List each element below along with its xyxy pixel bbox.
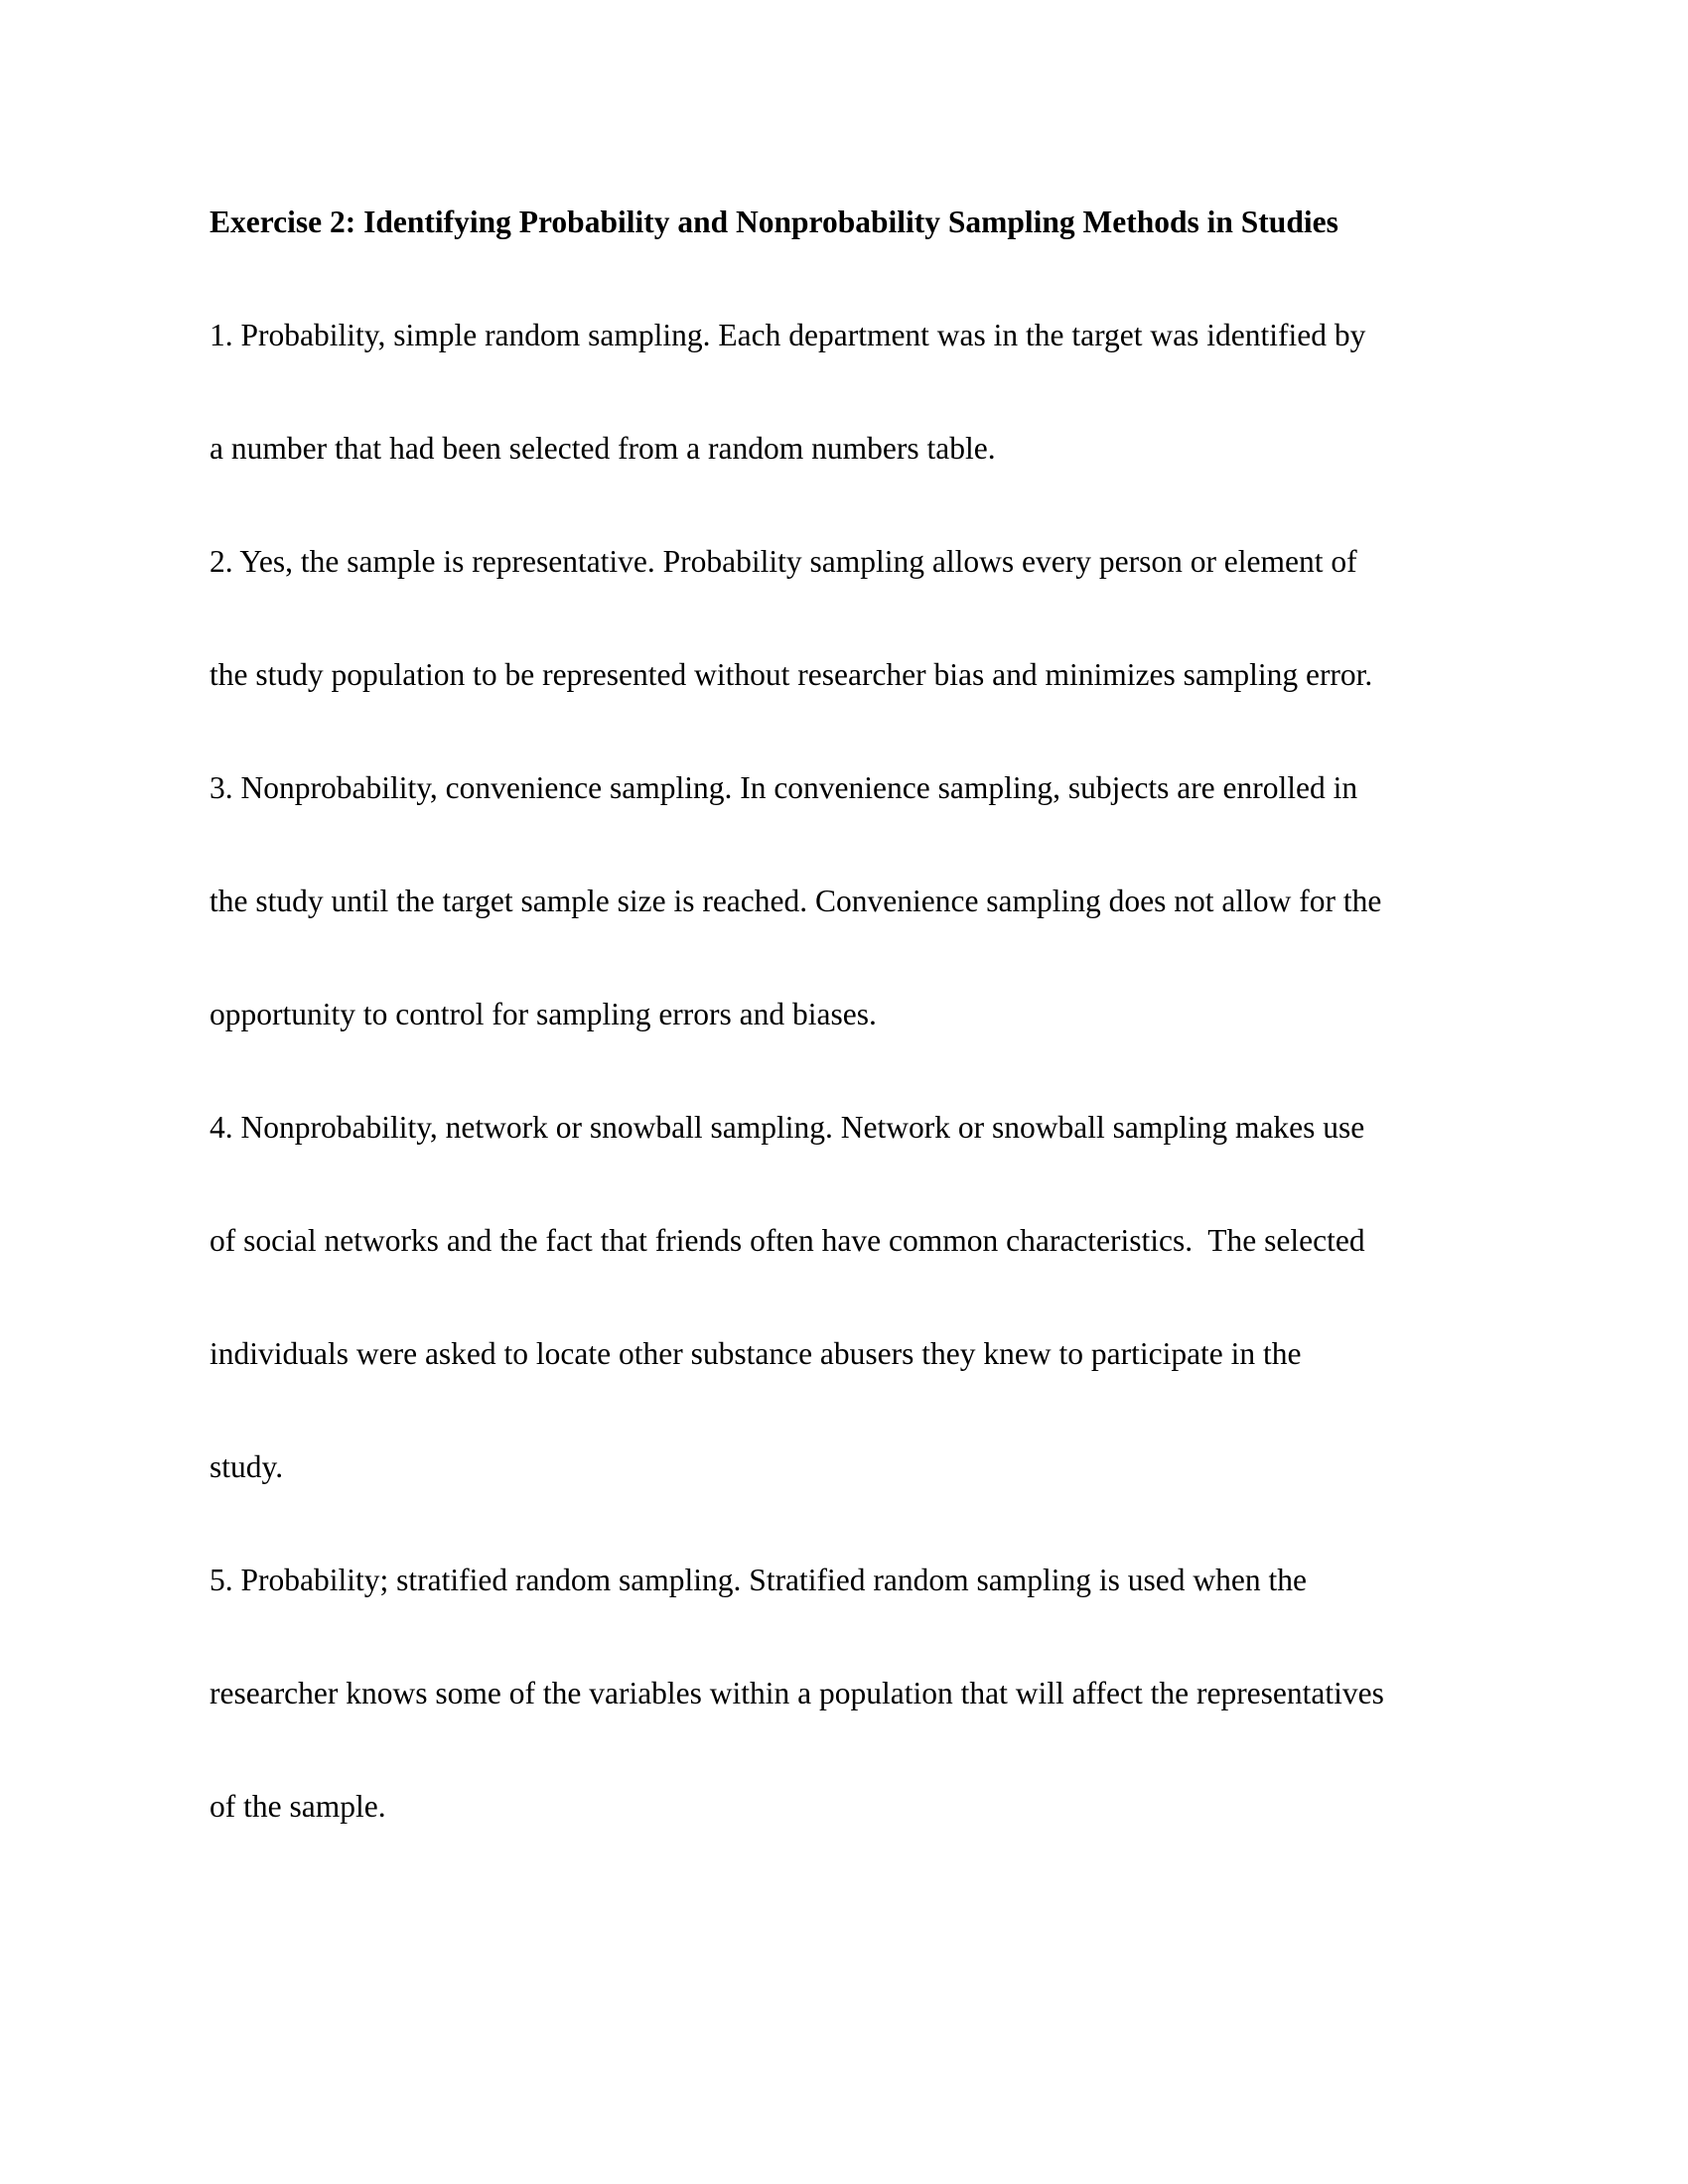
answer-3-line-3: opportunity to control for sampling errors and biases. — [210, 997, 877, 1031]
answer-4-line-4: study. — [210, 1449, 284, 1484]
answer-1-line-1: 1. Probability, simple random sampling. Each department was in the target was identified by — [210, 318, 1366, 352]
answer-4-line-3: individuals were asked to locate other substance abusers they knew to participate in the — [210, 1336, 1302, 1371]
answer-4-line-1: 4. Nonprobability, network or snowball sampling. Network or snowball sampling makes use — [210, 1110, 1365, 1145]
answer-2-line-2: the study population to be represented without researcher bias and minimizes sampling error. — [210, 657, 1373, 692]
answer-4-line-2: of social networks and the fact that friends often have common characteristics. The selected — [210, 1223, 1365, 1258]
answer-1-line-2: a number that had been selected from a random numbers table. — [210, 431, 996, 466]
page-title: Exercise 2: Identifying Probability and Nonprobability Sampling Methods in Studies — [210, 205, 1338, 239]
answer-2-line-1: 2. Yes, the sample is representative. Probability sampling allows every person or element of — [210, 544, 1357, 579]
answer-5-line-2: researcher knows some of the variables within a population that will affect the representatives — [210, 1676, 1384, 1710]
answer-5-line-3: of the sample. — [210, 1789, 386, 1824]
answer-3-line-1: 3. Nonprobability, convenience sampling. In convenience sampling, subjects are enrolled in — [210, 770, 1358, 805]
answer-5-line-1: 5. Probability; stratified random sampling. Stratified random sampling is used when the — [210, 1563, 1307, 1597]
answer-3-line-2: the study until the target sample size is reached. Convenience sampling does not allow for the — [210, 884, 1382, 918]
